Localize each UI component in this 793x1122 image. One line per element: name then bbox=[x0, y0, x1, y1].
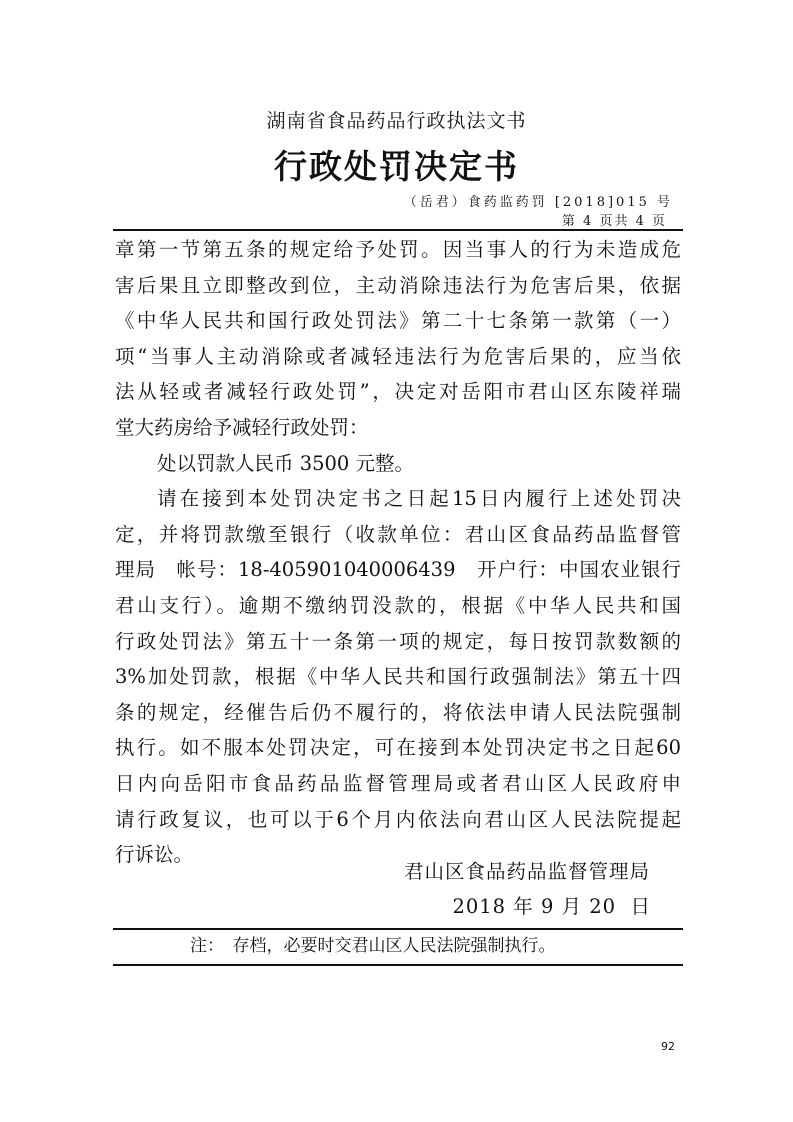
body-line: 项“当事人主动消除或者减轻违法行为危害后果的，应当依 bbox=[115, 344, 681, 368]
document-title: 行政处罚决定书 bbox=[274, 147, 519, 186]
body-line: 《中华人民共和国行政处罚法》第二十七条第一款第（一） bbox=[115, 309, 681, 333]
body-text bbox=[115, 232, 681, 873]
body-line: 3%加处罚款，根据《中华人民共和国行政强制法》第五十四 bbox=[115, 665, 681, 689]
body-line: 请行政复议，也可以于6个月内依法向君山区人民法院提起 bbox=[115, 807, 681, 831]
penalty-line: 处以罚款人民币 3500 元整。 bbox=[157, 451, 415, 475]
issuing-organization: 君山区食品药品监督管理局 bbox=[403, 860, 650, 883]
note-bottom-divider bbox=[113, 964, 683, 966]
body-line: 行政处罚法》第五十一条第一项的规定，每日按罚款数额的 bbox=[115, 629, 681, 653]
issue-date: 2018 年 9 月 20 日 bbox=[452, 895, 651, 918]
body-line: 法从轻或者减轻行政处罚”，决定对岳阳市君山区东陵祥瑞 bbox=[115, 380, 681, 404]
body-line: 条的规定，经催告后仍不履行的，将依法申请人民法院强制 bbox=[115, 700, 681, 724]
body-line: 堂大药房给予减轻行政处罚： bbox=[115, 415, 369, 439]
note-top-divider bbox=[113, 928, 683, 930]
body-line: 执行。如不服本处罚决定，可在接到本处罚决定书之日起60 bbox=[115, 736, 681, 760]
document-number: （岳君）食药监药罚 [2018]015 号 bbox=[403, 195, 673, 210]
body-line: 请在接到本处罚决定书之日起15日内履行上述处罚决 bbox=[157, 487, 681, 511]
agency-heading: 湖南省食品药品行政执法文书 bbox=[266, 110, 527, 132]
body-line: 君山支行）。逾期不缴纳罚没款的，根据《中华人民共和国 bbox=[115, 593, 681, 617]
body-line: 日内向岳阳市食品药品监督管理局或者君山区人民政府申 bbox=[115, 771, 681, 795]
page-info: 第 4 页共 4 页 bbox=[561, 214, 667, 229]
body-line: 行诉讼。 bbox=[115, 843, 194, 867]
header-divider bbox=[113, 229, 683, 231]
body-line: 害后果且立即整改到位，主动消除违法行为危害后果，依据 bbox=[115, 273, 681, 297]
body-line: 章第一节第五条的规定给予处罚。因当事人的行为未造成危 bbox=[115, 238, 681, 261]
body-line: 理局 帐号：18-405901040006439 开户行：中国农业银行 bbox=[115, 558, 681, 582]
body-line: 定，并将罚款缴至银行（收款单位：君山区食品药品监督管 bbox=[115, 522, 681, 546]
page-number: 92 bbox=[661, 1040, 675, 1053]
filing-note: 注： 存档，必要时交君山区人民法院强制执行。 bbox=[190, 936, 556, 956]
